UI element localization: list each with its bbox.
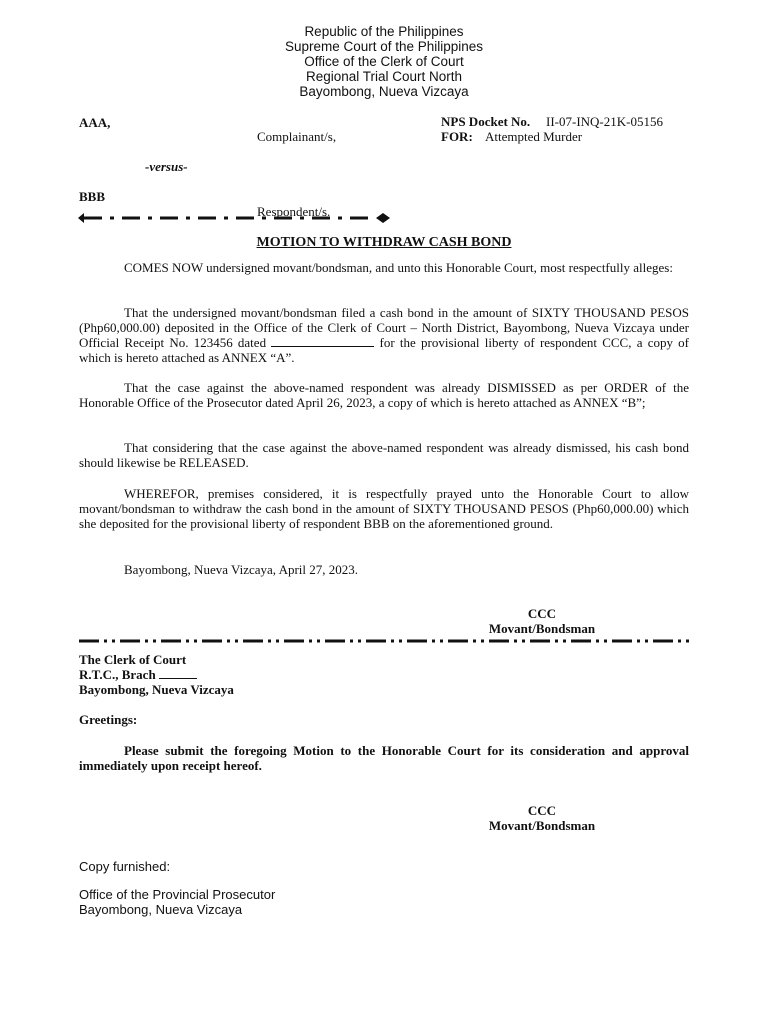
addressee-location: Bayombong, Nueva Vizcaya bbox=[79, 682, 234, 697]
respondent-name: BBB bbox=[79, 189, 106, 204]
header-line-rtc: Regional Trial Court North bbox=[305, 69, 463, 84]
respondent-role: Respondent/s. bbox=[257, 204, 331, 219]
signature-name-2: CCC bbox=[527, 803, 557, 818]
section-divider bbox=[79, 636, 692, 646]
place-and-date: Bayombong, Nueva Vizcaya, April 27, 2023. bbox=[124, 562, 359, 577]
greeting: Greetings: bbox=[79, 712, 138, 727]
document-title: MOTION TO WITHDRAW CASH BOND bbox=[256, 235, 512, 250]
paragraph-release: That considering that the case against the above-named respondent was already dismissed, his cash bond should likewise be RELEASED. bbox=[79, 440, 689, 470]
header-line-supreme-court: Supreme Court of the Philippines bbox=[284, 39, 484, 54]
paragraph-cash-bond-text: That the undersigned movant/bondsman filed a cash bond in the amount of SIXTY THOUSAND PESOS (Php60,000.00) deposited in the Office of the Clerk of Court – North District, Bayombong, Nueva Vizcaya under Official Receipt No. 123456 dated bbox=[79, 305, 689, 350]
paragraph-dismissal: That the case against the above-named respondent was already DISMISSED as per ORDER of the Honorable Office of the Prosecutor dated April 26, 2023, a copy of which is hereto attached as ANNEX “B”; bbox=[79, 380, 689, 410]
header-line-republic: Republic of the Philippines bbox=[304, 24, 464, 39]
paragraph-prayer: WHEREFOR, premises considered, it is respectfully prayed unto the Honorable Court to allow movant/bondsman to withdraw the cash bond in the amount of SIXTY THOUSAND PESOS (Php60,000.00) which she deposited for the provisional liberty of respondent BBB on the aforementioned ground. bbox=[79, 486, 689, 531]
paragraph-cash-bond bbox=[79, 305, 689, 365]
paragraph-allegations-intro: COMES NOW undersigned movant/bondsman, and unto this Honorable Court, most respectfully alleges: bbox=[124, 260, 673, 275]
signature-role: Movant/Bondsman bbox=[488, 621, 596, 636]
offense-label: FOR: bbox=[441, 129, 473, 144]
versus-label: -versus- bbox=[145, 159, 188, 174]
copy-furnished-label: Copy furnished: bbox=[79, 859, 171, 874]
addressee-title: The Clerk of Court bbox=[79, 652, 187, 667]
caption-divider bbox=[78, 211, 390, 225]
docket-value: II-07-INQ-21K-05156 bbox=[546, 114, 663, 129]
copy-furnished-location: Bayombong, Nueva Vizcaya bbox=[79, 902, 243, 917]
header-line-clerk-office: Office of the Clerk of Court bbox=[304, 54, 464, 69]
complainant-name: AAA, bbox=[79, 115, 111, 130]
blank-date-line bbox=[271, 335, 374, 347]
addressee-branch-text: R.T.C., Brach bbox=[79, 667, 156, 682]
submission-request: Please submit the foregoing Motion to the Honorable Court for its consideration and approval immediately upon receipt hereof. bbox=[79, 743, 689, 773]
copy-furnished-office: Office of the Provincial Prosecutor bbox=[79, 887, 276, 902]
signature-role-2: Movant/Bondsman bbox=[488, 818, 596, 833]
offense-value: Attempted Murder bbox=[485, 129, 583, 144]
addressee-branch bbox=[79, 667, 197, 682]
blank-branch-line bbox=[159, 667, 197, 679]
paragraph-cash-bond-text-2: for the provisional liberty of respondent CCC, a copy of which is hereto attached as ANNEX “A”. bbox=[79, 335, 690, 365]
signature-name: CCC bbox=[527, 606, 557, 621]
header-line-location: Bayombong, Nueva Vizcaya bbox=[299, 84, 469, 99]
docket-label: NPS Docket No. bbox=[441, 114, 531, 129]
complainant-role: Complainant/s, bbox=[257, 129, 337, 144]
